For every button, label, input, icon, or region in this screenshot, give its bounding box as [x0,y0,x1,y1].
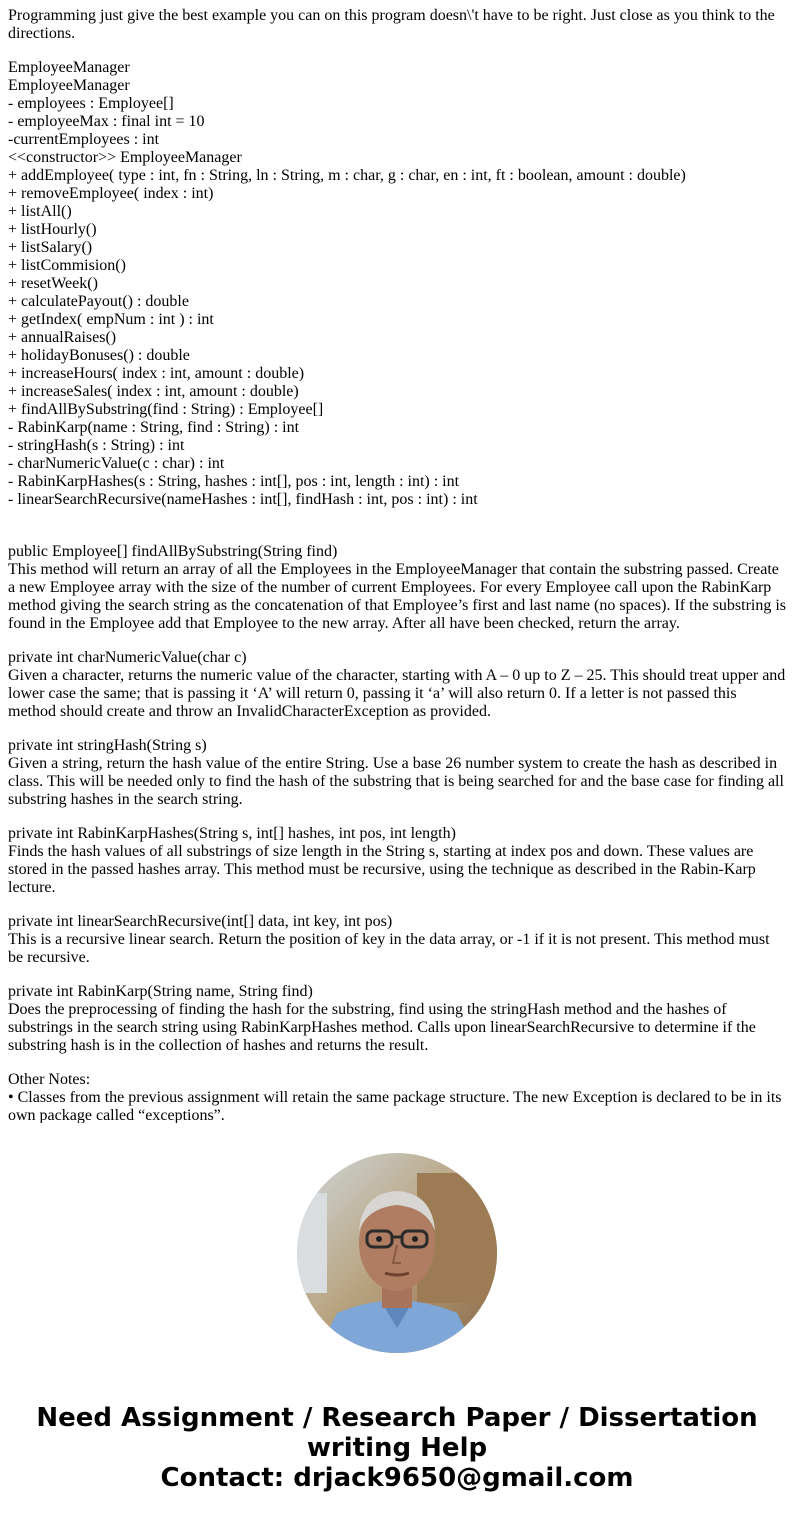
uml-member-line: + listHourly() [8,221,97,238]
uml-member-line: + holidayBonuses() : double [8,347,190,364]
uml-member-line: + listSalary() [8,239,93,256]
uml-member-line: -currentEmployees : int [8,131,160,148]
uml-member-line: + increaseHours( index : int, amount : double) [8,365,305,382]
method-description: This is a recursive linear search. Return the position of key in the data array, or -1 if it is not present. This method must be recursive. [8,931,770,966]
method-description: Finds the hash values of all substrings of size length in the String s, starting at index pos and down. These values are stored in the passed hashes array. This method must be recursive, using the technique as described in the Rabin-Karp lecture. [8,843,756,896]
uml-member-line: + removeEmployee( index : int) [8,185,214,202]
ad-line-2: writing Help [306,1433,488,1463]
uml-members [8,95,788,509]
uml-member-line: + findAllBySubstring(find : String) : Employee[] [8,401,324,418]
method-section [8,825,788,897]
method-section [8,913,788,967]
uml-member-line: - RabinKarp(name : String, find : String) : int [8,419,300,436]
uml-member-line: <<constructor>> EmployeeManager [8,149,242,166]
avatar-photo [297,1153,497,1353]
uml-member-line: - RabinKarpHashes(s : String, hashes : int[], pos : int, length : int) : int [8,473,460,490]
method-section [8,649,788,721]
uml-member-line: + calculatePayout() : double [8,293,189,310]
method-signature: private int RabinKarpHashes(String s, int[] hashes, int pos, int length) [8,825,456,842]
intro-paragraph: Programming just give the best example you can on this program doesn\'t have to be right. Just close as you think to the directions. [8,7,775,42]
method-descriptions [8,543,788,1055]
method-signature: private int RabinKarp(String name, String find) [8,983,313,1000]
ad-line-1: Need Assignment / Research Paper / Dissertation [36,1403,758,1433]
method-signature: private int charNumericValue(char c) [8,649,247,666]
document-body [8,7,788,1123]
uml-member-line: + addEmployee( type : int, fn : String, ln : String, m : char, g : char, en : int, ft : boolean, amount : double) [8,167,686,184]
method-section [8,543,788,633]
advertisement-banner [0,1403,794,1493]
method-section [8,983,788,1055]
uml-class-name: EmployeeManager [8,77,130,94]
method-description: Given a character, returns the numeric value of the character, starting with A – 0 up to Z – 25. This should treat upper and lower case the same; that is passing it ‘A’ will return 0, passing it ‘a’ will also return 0. If a letter is not passed this method should create and throw an InvalidCharacterException as provided. [8,667,786,720]
uml-member-line: + increaseSales( index : int, amount : double) [8,383,299,400]
method-signature: private int linearSearchRecursive(int[] data, int key, int pos) [8,913,393,930]
uml-member-line: - charNumericValue(c : char) : int [8,455,225,472]
author-avatar [297,1153,497,1353]
other-notes-title: Other Notes: [8,1071,91,1088]
ad-contact-line: Contact: drjack9650@gmail.com [160,1463,634,1493]
uml-member-line: + listAll() [8,203,72,220]
uml-member-line: + resetWeek() [8,275,98,292]
method-description: Given a string, return the hash value of the entire String. Use a base 26 number system to create the hash as described in class. This will be needed only to find the hash of the substring that is being searched for and the base case for finding all substring hashes in the search string. [8,755,784,808]
uml-member-line: + annualRaises() [8,329,117,346]
uml-member-line: - employeeMax : final int = 10 [8,113,205,130]
method-description: Does the preprocessing of finding the hash for the substring, find using the stringHash method and the hashes of substrings in the search string using RabinKarpHashes method. Calls upon linearSearchRecursive to determine if the substring hash is in the collection of hashes and returns the result. [8,1001,756,1054]
uml-class-diagram [8,59,788,509]
method-signature: private int stringHash(String s) [8,737,207,754]
other-notes [8,1071,788,1123]
method-section [8,737,788,809]
uml-member-line: - employees : Employee[] [8,95,174,112]
uml-member-line: + getIndex( empNum : int ) : int [8,311,214,328]
uml-member-line: - stringHash(s : String) : int [8,437,185,454]
uml-title: EmployeeManager [8,59,130,76]
other-notes-bullet: • Classes from the previous assignment will retain the same package structure. The new Exception is declared to be in its own package called “exceptions”. [8,1089,782,1123]
uml-member-line: - linearSearchRecursive(nameHashes : int[], findHash : int, pos : int) : int [8,491,478,508]
uml-member-line: + listCommision() [8,257,126,274]
method-signature: public Employee[] findAllBySubstring(String find) [8,543,338,560]
method-description: This method will return an array of all the Employees in the EmployeeManager that contain the substring passed. Create a new Employee array with the size of the number of current Employees. For every Employee call upon the RabinKarp method giving the search string as the concatenation of that Employee’s first and last name (no spaces). If the substring is found in the Employee add that Employee to the new array. After all have been checked, return the array. [8,561,787,632]
